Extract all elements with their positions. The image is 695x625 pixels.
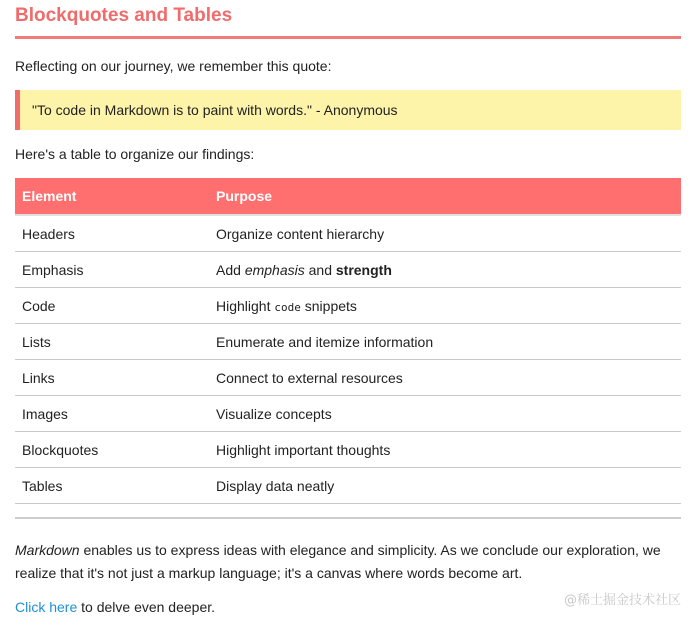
watermark: @稀土掘金技术社区	[563, 593, 681, 608]
cell-element: Code	[15, 288, 208, 324]
strong-text: strength	[335, 261, 392, 278]
horizontal-divider	[15, 517, 681, 519]
table-row	[15, 360, 681, 396]
table-intro-paragraph: Here's a table to organize our findings:	[15, 146, 255, 162]
cell-element: Lists	[15, 324, 208, 360]
purpose-text: Highlight	[216, 297, 275, 314]
table-row	[15, 432, 681, 468]
findings-table	[15, 178, 681, 504]
table-row	[15, 468, 681, 504]
cell-element: Links	[15, 360, 208, 396]
blockquote: "To code in Markdown is to paint with words." - Anonymous	[15, 90, 681, 130]
emphasis-text: Markdown	[15, 542, 80, 558]
table-row	[15, 252, 681, 288]
cell-element: Blockquotes	[15, 432, 208, 468]
cell-purpose: Display data neatly	[208, 468, 681, 504]
table-header-row	[15, 178, 681, 215]
closing-paragraph	[15, 539, 675, 585]
table-row	[15, 396, 681, 432]
cell-purpose	[208, 252, 681, 288]
purpose-text: snippets	[300, 297, 357, 314]
cell-purpose: Visualize concepts	[208, 396, 681, 432]
cell-purpose: Connect to external resources	[208, 360, 681, 396]
cell-element: Tables	[15, 468, 208, 504]
table-row	[15, 215, 681, 252]
click-here-link[interactable]: Click here	[15, 599, 78, 615]
cell-purpose: Enumerate and itemize information	[208, 324, 681, 360]
table-row	[15, 288, 681, 324]
cell-purpose	[208, 288, 681, 324]
table-row	[15, 324, 681, 360]
column-header-purpose: Purpose	[208, 178, 681, 215]
purpose-text: and	[304, 261, 336, 278]
closing-text: enables us to express ideas with elegance and simplicity. As we conclude our exploration, we realize that it's not just a markup language; it's a canvas where words become art.	[15, 542, 661, 581]
cell-purpose: Highlight important thoughts	[208, 432, 681, 468]
purpose-text: Add	[216, 261, 245, 278]
cell-element: Headers	[15, 215, 208, 252]
cell-purpose: Organize content hierarchy	[208, 215, 681, 252]
link-trailing-text: to delve even deeper.	[77, 599, 216, 615]
cell-element: Images	[15, 396, 208, 432]
column-header-element: Element	[15, 178, 208, 215]
link-paragraph	[15, 598, 215, 616]
inline-code: code	[274, 300, 301, 314]
page-title: Blockquotes and Tables	[15, 0, 681, 39]
intro-paragraph: Reflecting on our journey, we remember this quote:	[15, 58, 332, 74]
cell-element: Emphasis	[15, 252, 208, 288]
emphasis-text: emphasis	[244, 261, 305, 278]
